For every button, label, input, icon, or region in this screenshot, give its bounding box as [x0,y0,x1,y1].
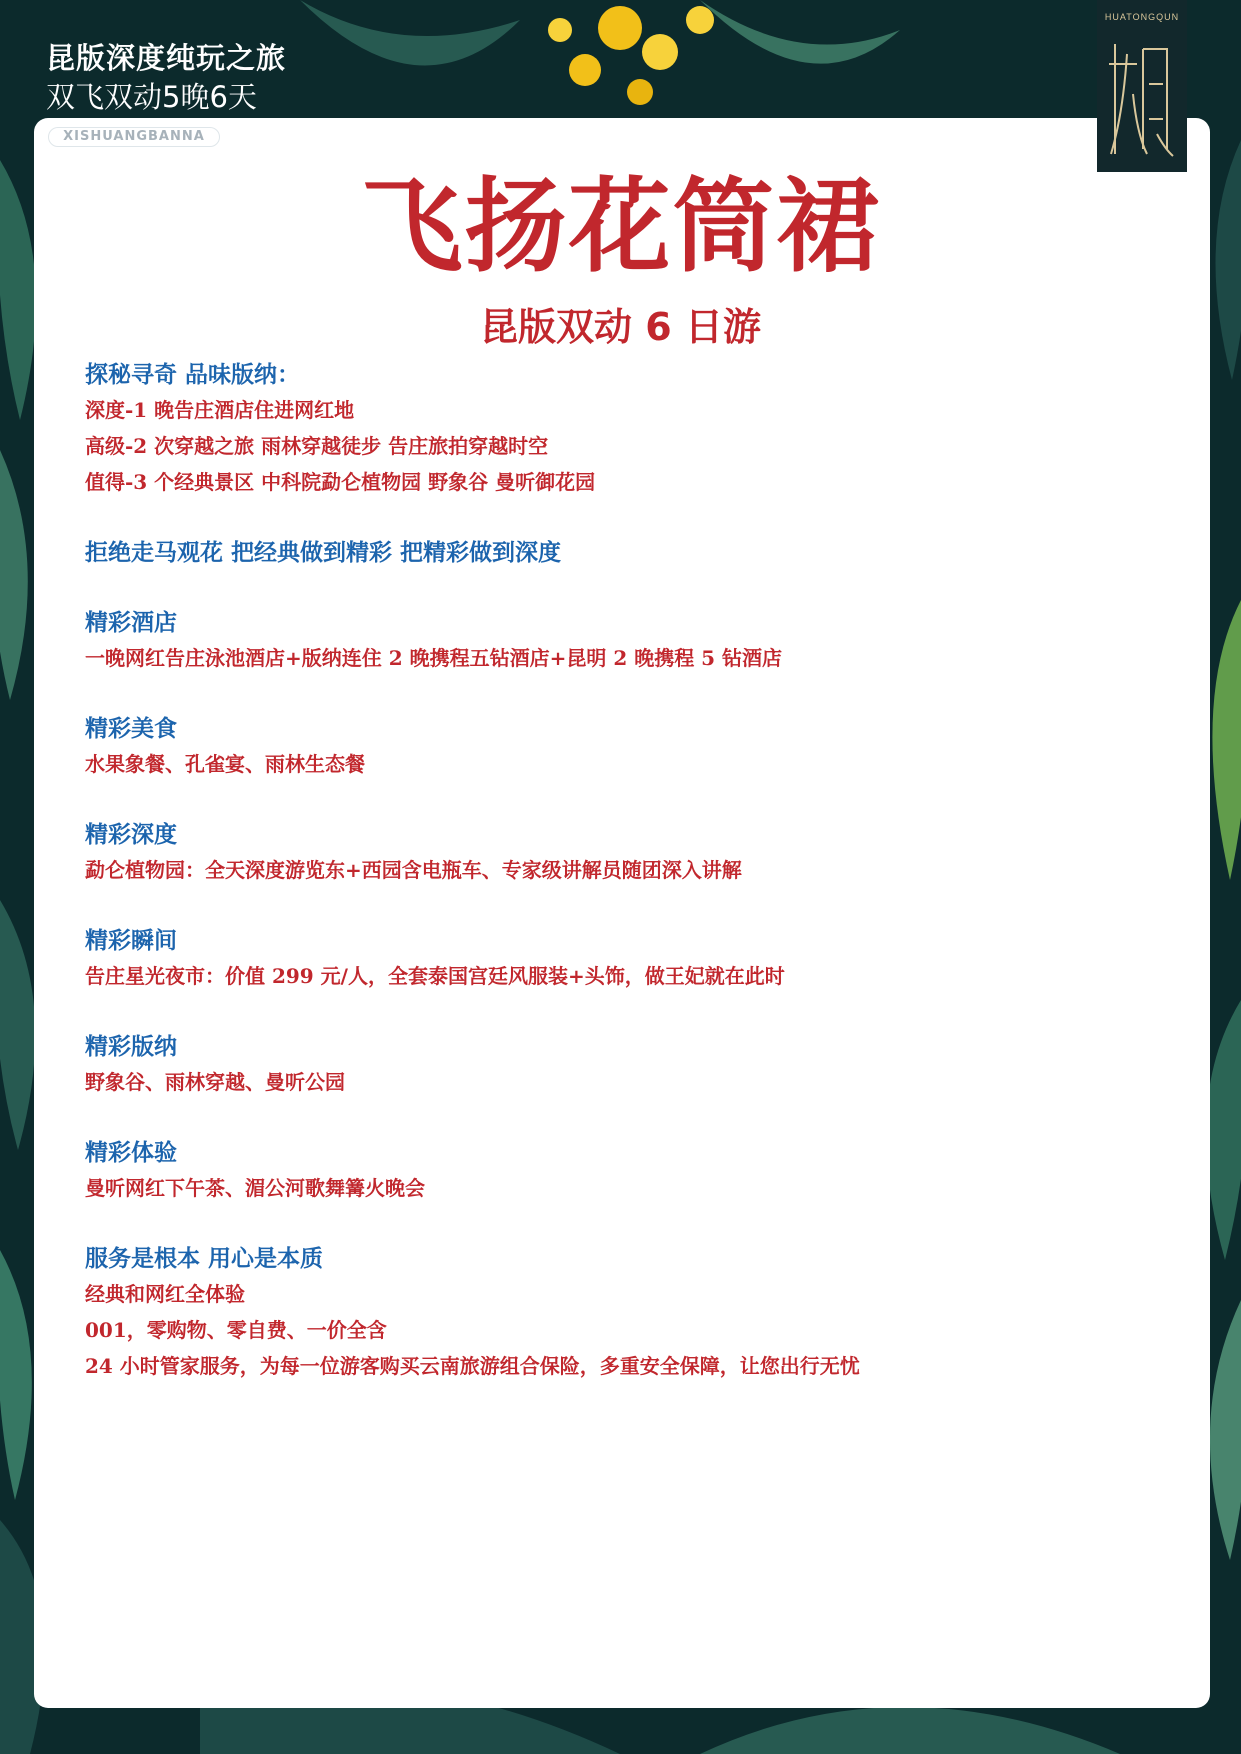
section-food [85,712,1165,782]
section-item: 24 小时管家服务，为每一位游客购买云南旅游组合保险，多重安全保障，让您出行无忧 [85,1354,860,1378]
page-subtitle: 昆版双动 6 日游 [480,305,761,349]
destination-badge: XISHUANGBANNA [48,127,220,147]
section-heading: 精彩深度 [85,822,177,848]
section-slogan [85,536,1165,570]
section-heading: 精彩版纳 [85,1034,177,1060]
header-title: 昆版深度纯玩之旅 [46,41,287,75]
section-heading: 拒绝走马观花 把经典做到精彩 把精彩做到深度 [85,540,562,566]
section-service [85,1242,1165,1384]
logo-calligraphy-icon [1107,24,1177,164]
section-item: 水果象餐、孔雀宴、雨林生态餐 [85,752,365,776]
section-moment [85,924,1165,994]
section-banna [85,1030,1165,1100]
section-item: 一晚网红告庄泳池酒店+版纳连住 2 晚携程五钻酒店+昆明 2 晚携程 5 钻酒店 [85,646,783,670]
section-item: 野象谷、雨林穿越、曼听公园 [85,1070,345,1094]
logo-latin-text: HUATONGQUN [1104,12,1180,22]
section-explore [85,358,1165,500]
section-item: 经典和网红全体验 [85,1282,245,1306]
header-text [46,38,286,116]
section-item: 001，零购物、零自费、一价全含 [85,1318,387,1342]
header-subtitle: 双飞双动5晚6天 [46,80,257,114]
section-hotel [85,606,1165,676]
section-heading: 服务是根本 用心是本质 [85,1246,324,1272]
page-title: 飞扬花筒裙 [360,168,881,287]
section-heading: 精彩美食 [85,716,177,742]
section-heading: 精彩酒店 [85,610,177,636]
section-item: 高级-2 次穿越之旅 雨林穿越徒步 告庄旅拍穿越时空 [85,434,549,458]
section-experience [85,1136,1165,1206]
section-item: 告庄星光夜市：价值 299 元/人，全套泰国宫廷风服装+头饰，做王妃就在此时 [85,964,785,988]
section-heading: 精彩瞬间 [85,928,177,954]
section-item: 勐仑植物园：全天深度游览东+西园含电瓶车、专家级讲解员随团深入讲解 [85,858,742,882]
section-item: 曼听网红下午茶、湄公河歌舞篝火晚会 [85,1176,425,1200]
section-heading: 精彩体验 [85,1140,177,1166]
section-item: 深度-1 晚告庄酒店住进网红地 [85,398,355,422]
section-depth [85,818,1165,888]
itinerary-content [85,358,1165,1384]
brand-logo [1097,0,1187,172]
section-item: 值得-3 个经典景区 中科院勐仑植物园 野象谷 曼听御花园 [85,470,596,494]
section-heading: 探秘寻奇 品味版纳： [85,362,301,388]
